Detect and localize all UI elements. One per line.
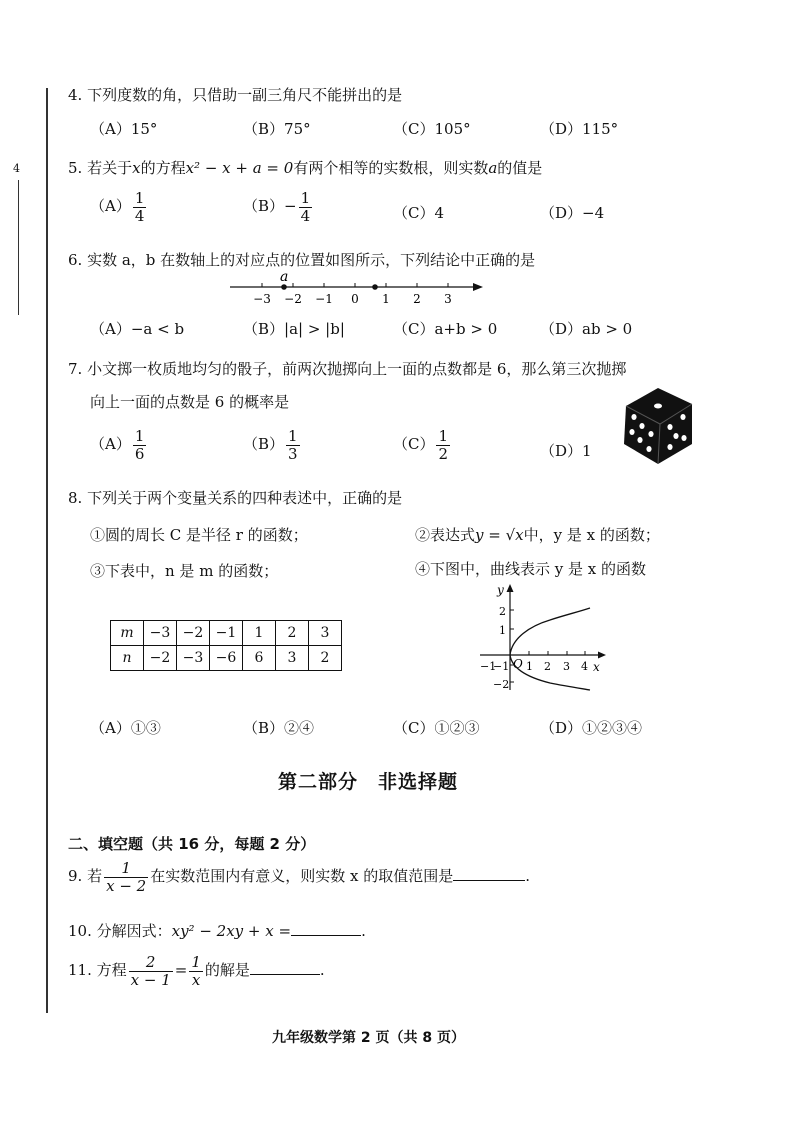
table-cell: 3 — [309, 621, 342, 646]
number-line-arrow — [473, 283, 483, 291]
table-cell: −3 — [144, 621, 177, 646]
table-cell: 6 — [243, 646, 276, 671]
q10-expr: xy² − 2xy + x = — [171, 922, 292, 940]
point-a — [281, 284, 287, 290]
q5-option-b: （B）− $\frac{1}{4}$ — [243, 189, 311, 225]
q8-stem: 8. 下列关于两个变量关系的四种表述中，正确的是 — [68, 489, 403, 507]
q6-option-a: （A）−a < b — [90, 320, 185, 338]
q8-statement-4: ④下图中，曲线表示 y 是 x 的函数 — [415, 560, 647, 578]
q6-option-c: （C）a+b > 0 — [393, 320, 498, 338]
q4-stem: 4. 下列度数的角，只借助一副三角尺不能拼出的是 — [68, 86, 403, 104]
number-line-tick-label: 1 — [382, 292, 390, 306]
number-line-tick-label: −3 — [253, 292, 271, 306]
graph-y-tick-2: 2 — [499, 605, 506, 618]
graph-x-tick-1: 1 — [526, 660, 533, 673]
q4-option-d: （D）115° — [540, 120, 619, 138]
margin-line — [46, 88, 48, 1013]
q7-option-d: （D）1 — [540, 442, 592, 460]
q8-sqrt-expr: y = √x — [475, 526, 524, 544]
q11-answer-blank[interactable] — [250, 960, 320, 975]
margin-bracket — [18, 180, 23, 315]
q8-statement-2: ②表达式y = √x中，y 是 x 的函数； — [415, 526, 660, 544]
q7-option-c: （C） $\frac{1}{2}$ — [393, 427, 449, 463]
q8-option-b: （B）②④ — [243, 719, 315, 737]
table-cell: −2 — [177, 621, 210, 646]
q6-option-d: （D）ab > 0 — [540, 320, 633, 338]
q4-option-b: （B）75° — [243, 120, 311, 138]
table-row-n — [111, 646, 342, 671]
graph-x-label: x — [593, 660, 600, 674]
q5-option-c: （C）4 — [393, 204, 445, 222]
graph-x-tick-2: 2 — [544, 660, 551, 673]
q8-statement-1: ①圆的周长 C 是半径 r 的函数； — [90, 526, 308, 544]
table-cell: −2 — [144, 646, 177, 671]
q10: 10. 分解因式：xy² − 2xy + x = . — [68, 922, 366, 940]
q4-option-a: （A）15° — [90, 120, 158, 138]
point-b — [372, 284, 378, 290]
section2-heading: 二、填空题（共 16 分，每题 2 分） — [68, 835, 316, 853]
q7-option-a: （A） $\frac{1}{6}$ — [90, 427, 145, 463]
table-cell: 3 — [276, 646, 309, 671]
graph-y-tick-neg1: −1 — [493, 660, 510, 673]
q11: 11. 方程 $\frac{2}{x - 1}$ = $\frac{1}{x}$ 的解是 . — [68, 953, 325, 989]
q7-stem-line1: 7. 小文掷一枚质地均匀的骰子，前两次抛掷向上一面的点数都是 6，那么第三次抛掷 — [68, 360, 627, 378]
q8-option-a: （A）①③ — [90, 719, 161, 737]
q7-option-b: （B） $\frac{1}{3}$ — [243, 427, 298, 463]
graph-y-tick-neg2: −2 — [493, 678, 510, 691]
table-cell: −1 — [210, 621, 243, 646]
graph-origin: O — [513, 657, 523, 671]
q5-equation: x² − x + a = 0 — [185, 159, 294, 177]
q8-graph — [470, 578, 615, 698]
graph-y-arrow — [507, 584, 514, 592]
number-line-tick-label: −2 — [284, 292, 302, 306]
die-image — [618, 384, 700, 468]
margin-mark: 4 — [13, 162, 20, 175]
q5-option-a: （A） $\frac{1}{4}$ — [90, 189, 145, 225]
graph-x-tick-neg1: −1 — [480, 660, 497, 673]
number-line-tick-label: −1 — [315, 292, 333, 306]
q6-stem: 6. 实数 a，b 在数轴上的对应点的位置如图所示，下列结论中正确的是 — [68, 251, 536, 269]
table-cell: m — [111, 621, 144, 646]
table-cell: 2 — [309, 646, 342, 671]
table-cell: 1 — [243, 621, 276, 646]
part2-title: 第二部分 非选择题 — [278, 771, 459, 793]
q7-stem-line2: 向上一面的点数是 6 的概率是 — [90, 393, 290, 411]
q9-answer-blank[interactable] — [453, 866, 525, 881]
q5-stem: 5. 若关于x的方程x² − x + a = 0有两个相等的实数根，则实数a的值是 — [68, 159, 543, 177]
graph-x-tick-3: 3 — [563, 660, 570, 673]
table-cell: −3 — [177, 646, 210, 671]
graph-x-arrow — [598, 652, 606, 659]
q8-statement-3: ③下表中，n 是 m 的函数； — [90, 562, 279, 580]
graph-curve-upper — [510, 608, 590, 655]
table-cell: 2 — [276, 621, 309, 646]
number-line-tick-label: 2 — [413, 292, 421, 306]
q4-option-c: （C）105° — [393, 120, 471, 138]
q8-option-d: （D）①②③④ — [540, 719, 643, 737]
table-row-m — [111, 621, 342, 646]
table-cell: n — [111, 646, 144, 671]
q5-option-d: （D）−4 — [540, 204, 605, 222]
point-a-label: a — [280, 269, 289, 285]
q8-option-c: （C）①②③ — [393, 719, 480, 737]
number-line-tick-label: 0 — [351, 292, 359, 306]
q9: 9. 若 $\frac{1}{x - 2}$ 在实数范围内有意义，则实数 x 的取值范围是 . — [68, 859, 530, 895]
table-cell: −6 — [210, 646, 243, 671]
page-footer: 九年级数学第 2 页（共 8 页） — [272, 1030, 465, 1046]
number-line-tick-label: 3 — [444, 292, 452, 306]
q10-answer-blank[interactable] — [291, 921, 361, 936]
q6-number-line — [225, 268, 490, 310]
q6-option-b: （B）|a| > |b| — [243, 320, 345, 338]
q8-table — [110, 620, 342, 671]
graph-y-tick-1: 1 — [499, 624, 506, 637]
graph-x-tick-4: 4 — [581, 660, 588, 673]
graph-y-label: y — [497, 583, 504, 597]
